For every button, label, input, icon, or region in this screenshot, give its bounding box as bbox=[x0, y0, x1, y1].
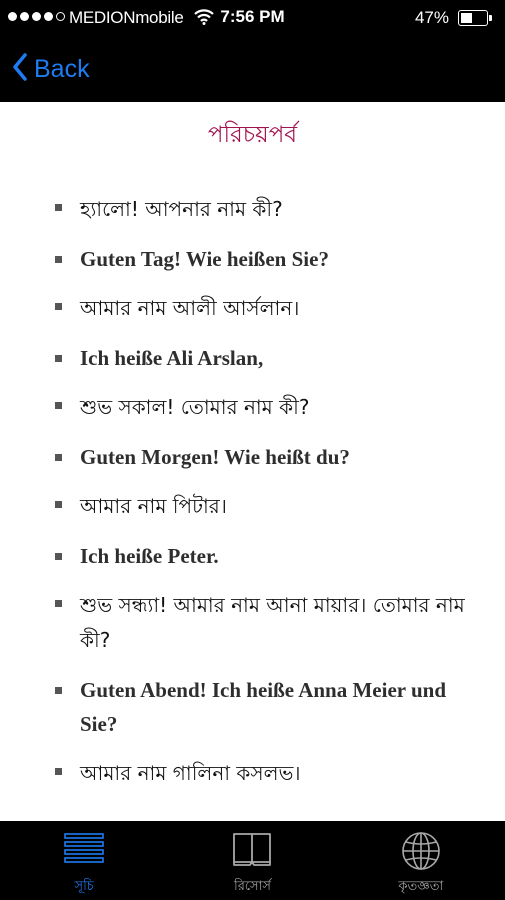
tab-label: কৃতজ্ঞতা bbox=[398, 879, 444, 894]
phrase-item bbox=[0, 390, 505, 425]
phrase-text: আমার নাম পিটার। bbox=[80, 494, 227, 518]
bullet-icon bbox=[55, 454, 62, 461]
tab-label: রিসোর্স bbox=[233, 879, 272, 894]
phrase-item bbox=[0, 588, 505, 658]
bullet-icon bbox=[55, 204, 62, 211]
globe-icon bbox=[401, 831, 441, 875]
phrase-item bbox=[0, 192, 505, 227]
phrase-text: হ্যালো! আপনার নাম কী? bbox=[80, 197, 283, 221]
phrase-item bbox=[0, 673, 505, 741]
carrier-name: MEDIONmobile bbox=[69, 8, 184, 27]
phrase-item bbox=[0, 341, 505, 375]
phrase-text: Guten Morgen! Wie heißt du? bbox=[80, 445, 350, 469]
battery-icon bbox=[458, 10, 492, 26]
back-label: Back bbox=[34, 54, 90, 83]
bullet-icon bbox=[55, 687, 62, 694]
bullet-icon bbox=[55, 256, 62, 263]
bullet-icon bbox=[55, 355, 62, 362]
book-icon bbox=[232, 831, 272, 871]
phrase-text: Ich heiße Ali Arslan, bbox=[80, 346, 264, 370]
back-button[interactable] bbox=[12, 50, 90, 88]
chevron-left-icon bbox=[12, 53, 28, 85]
phrase-text: আমার নাম গালিনা কসলভ। bbox=[80, 761, 301, 785]
tab-resources[interactable] bbox=[168, 821, 336, 900]
content-area[interactable] bbox=[0, 102, 505, 821]
tab-index[interactable] bbox=[0, 821, 168, 900]
bullet-icon bbox=[55, 501, 62, 508]
navigation-bar bbox=[0, 36, 505, 102]
phrase-item bbox=[0, 539, 505, 573]
phrase-list bbox=[0, 192, 505, 806]
bullet-icon bbox=[55, 303, 62, 310]
phrase-item bbox=[0, 291, 505, 326]
status-bar bbox=[0, 0, 505, 36]
status-time: 7:56 PM bbox=[220, 7, 285, 26]
bullet-icon bbox=[55, 402, 62, 409]
phrase-item bbox=[0, 440, 505, 474]
bullet-icon bbox=[55, 553, 62, 560]
bullet-icon bbox=[55, 600, 62, 607]
phrase-text: Ich heiße Peter. bbox=[80, 544, 219, 568]
list-icon bbox=[64, 831, 104, 869]
phrase-text: আমার নাম আলী আর্সলান। bbox=[80, 296, 300, 320]
tab-credits[interactable] bbox=[337, 821, 505, 900]
bullet-icon bbox=[55, 768, 62, 775]
phrase-text: শুভ সন্ধ্যা! আমার নাম আনা মায়ার। তোমার নাম কী? bbox=[80, 593, 465, 652]
battery-percent: 47% bbox=[414, 8, 449, 27]
tab-bar bbox=[0, 821, 505, 900]
phrase-item bbox=[0, 489, 505, 524]
page-title: পরিচয়পর্ব bbox=[207, 122, 298, 148]
phrase-text: Guten Tag! Wie heißen Sie? bbox=[80, 247, 329, 271]
tab-label: সূচি bbox=[74, 879, 94, 894]
phrase-item bbox=[0, 756, 505, 791]
phrase-item bbox=[0, 242, 505, 276]
phrase-text: Guten Abend! Ich heiße Anna Meier und Sie? bbox=[80, 678, 447, 736]
phrase-text: শুভ সকাল! তোমার নাম কী? bbox=[80, 395, 310, 419]
